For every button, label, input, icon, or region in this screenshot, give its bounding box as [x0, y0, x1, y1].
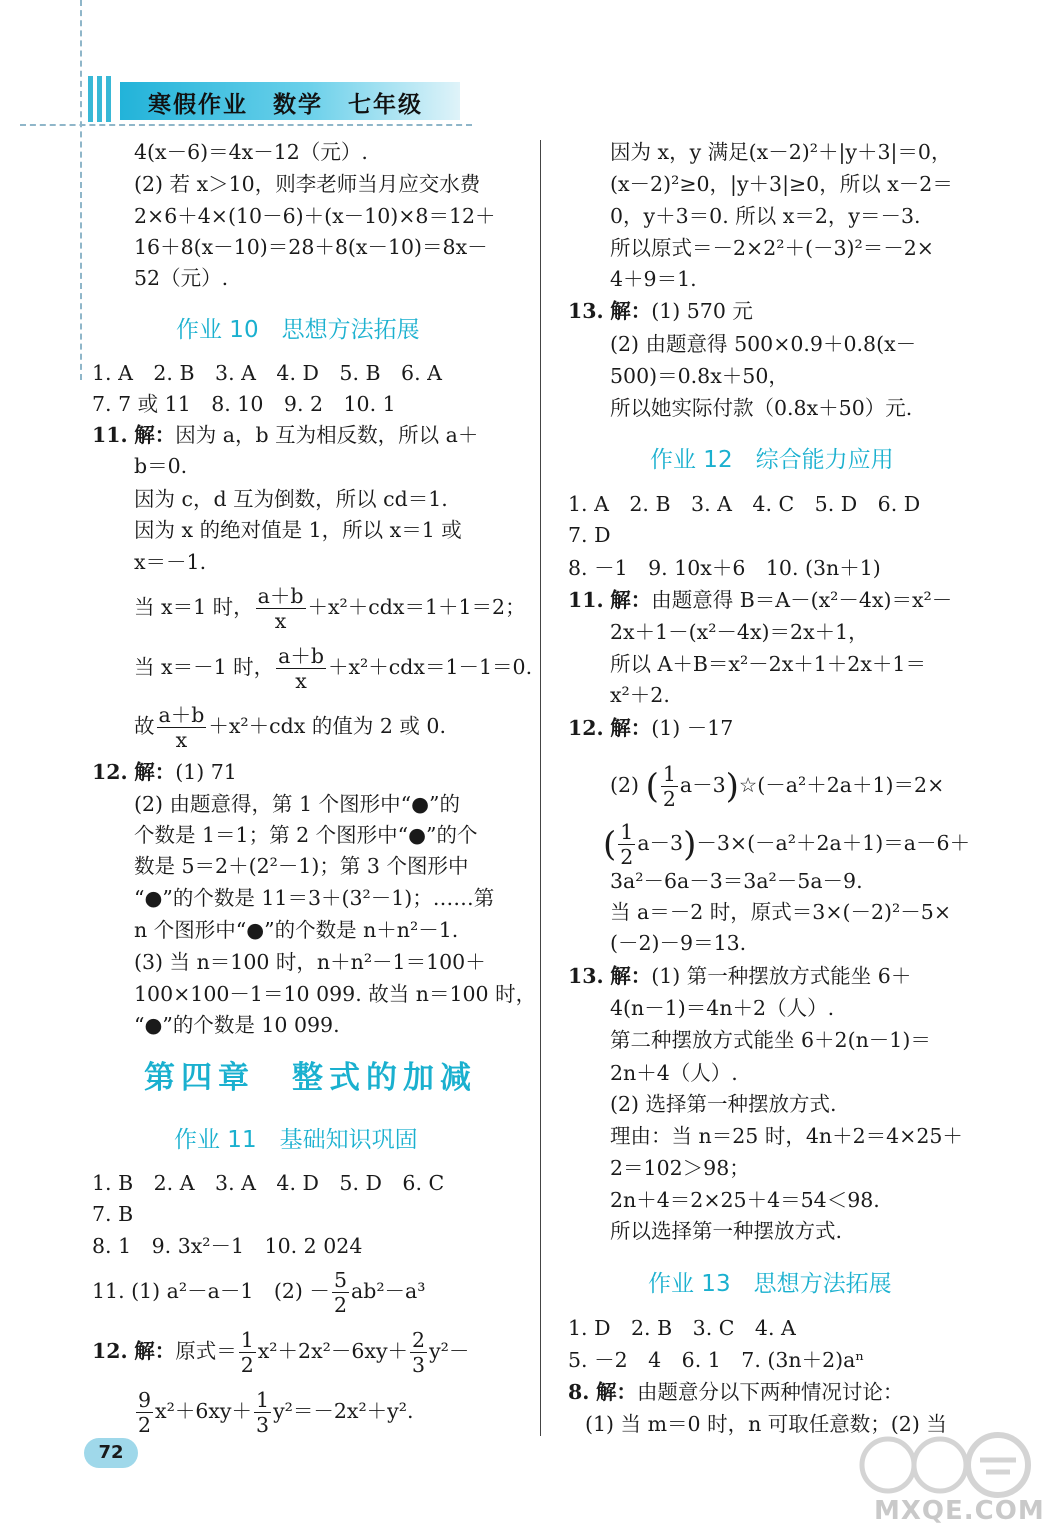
dashed-margin-horizontal — [20, 124, 472, 126]
text-line: 所以选择第一种摆放方式. — [610, 1219, 843, 1243]
solution-label: 解： — [134, 1339, 176, 1363]
text-line: 4＋9＝1. — [610, 267, 697, 291]
answer-line — [92, 1268, 426, 1317]
formula-line — [610, 762, 944, 811]
text-line: 2n＋4（人）. — [610, 1061, 738, 1085]
text-segment: ☆(－a²＋2a＋1)＝2× — [738, 773, 945, 797]
fraction-numerator: 2 — [412, 1328, 426, 1352]
fraction-denominator: 2 — [240, 1353, 254, 1377]
text-line: x＝－1. — [134, 550, 207, 574]
answer-line: 1. A 2. B 3. A 4. D 5. B 6. A — [92, 361, 442, 385]
text-segment: 由题意分以下两种情况讨论： — [636, 1380, 904, 1404]
text-segment: y²＝－2x²＋y². — [273, 1399, 414, 1423]
fraction-numerator: a＋b — [257, 584, 304, 608]
text-line: 0，y＋3＝0. 所以 x＝2，y＝－3. — [610, 204, 921, 228]
text-line: 所以 A＋B＝x²－2x＋1＋2x＋1＝ — [610, 652, 926, 676]
dashed-margin-vertical — [80, 0, 82, 380]
text-segment: (1) －17 — [651, 716, 734, 740]
section-heading: 作业 13 思想方法拓展 — [648, 1271, 892, 1297]
text-line: 2×6＋4×(10－6)＋(x－10)×8＝12＋ — [134, 204, 496, 228]
text-segment: y²－ — [429, 1339, 470, 1363]
text-line: 4(n－1)＝4n＋2（人）. — [610, 996, 835, 1020]
fraction-denominator: 2 — [138, 1413, 152, 1437]
text-segment: 因为 a，b 互为相反数，所以 a＋ — [175, 423, 479, 447]
question-line — [568, 587, 952, 613]
text-segment: ＋x²＋cdx＝1－1＝0. — [328, 655, 533, 679]
fraction — [276, 644, 326, 693]
page-header — [0, 0, 1049, 140]
text-segment: 原式＝ — [175, 1339, 237, 1363]
answer-line: 8. －1 9. 10x＋6 10. (3n＋1) — [568, 556, 881, 580]
formula-line — [134, 644, 532, 693]
text-line: 个数是 1＝1；第 2 个图形中“●”的个 — [134, 823, 478, 847]
question-line — [568, 298, 753, 324]
paren: ( — [603, 824, 617, 865]
text-segment: x²＋6xy＋ — [155, 1399, 253, 1423]
question-line — [568, 963, 911, 989]
text-line: 16＋8(x－10)＝28＋8(x－10)＝8x－ — [134, 235, 488, 259]
text-line: x²＋2. — [610, 683, 670, 707]
text-segment: (1) 71 — [175, 760, 237, 784]
text-segment: (2) — [610, 773, 640, 797]
text-line: 所以原式＝－2×2²＋(－3)²＝－2× — [610, 236, 934, 260]
solution-label: 解： — [610, 588, 652, 612]
fraction-denominator: 2 — [620, 845, 634, 869]
text-segment: a－3 — [679, 773, 726, 797]
fraction-denominator: 2 — [662, 787, 676, 811]
answer-line: 7. 7 或 11 8. 10 9. 2 10. 1 — [92, 392, 396, 416]
text-line: 3a²－6a－3＝3a²－5a－9. — [610, 869, 863, 893]
fraction-denominator: 3 — [412, 1353, 426, 1377]
fraction-numerator: 5 — [333, 1268, 347, 1292]
question-number: 11. — [92, 423, 128, 447]
text-segment: (1) 570 元 — [651, 299, 753, 323]
fraction-numerator: 1 — [240, 1328, 254, 1352]
fraction-denominator: 2 — [333, 1293, 347, 1317]
column-divider — [540, 140, 541, 1436]
text-segment: ab²－a³ — [350, 1279, 426, 1303]
text-line: b＝0. — [134, 454, 188, 478]
fraction — [239, 1328, 256, 1377]
text-line: 52（元）. — [134, 266, 229, 290]
fraction-denominator: x — [175, 728, 188, 752]
text-line: 2n＋4＝2×25＋4＝54＜98. — [610, 1188, 880, 1212]
fraction — [410, 1328, 427, 1377]
question-number: 13. — [568, 299, 604, 323]
answer-line: 5. －2 4 6. 1 7. (3n＋2)aⁿ — [568, 1348, 865, 1372]
answer-line: 7. B — [92, 1202, 134, 1226]
text-line: 4(x－6)＝4x－12（元）. — [134, 140, 368, 164]
question-line — [92, 422, 478, 448]
text-line: (1) 当 m＝0 时，n 可取任意数；(2) 当 — [585, 1412, 947, 1436]
fraction — [618, 820, 635, 869]
text-segment: 当 x＝1 时， — [134, 595, 254, 619]
formula-line — [603, 820, 970, 869]
text-line: “●”的个数是 10 099. — [134, 1013, 340, 1037]
text-segment: 当 x＝－1 时， — [134, 655, 275, 679]
text-segment: (1) 第一种摆放方式能坐 6＋ — [651, 964, 912, 988]
question-number: 12. — [92, 760, 128, 784]
text-line: (2) 由题意得 500×0.9＋0.8(x－ — [610, 332, 917, 356]
formula-line — [134, 1388, 414, 1437]
fraction — [254, 1388, 271, 1437]
answer-line: 1. A 2. B 3. A 4. C 5. D 6. D — [568, 492, 921, 516]
text-line: 理由：当 n＝25 时，4n＋2＝4×25＋ — [610, 1124, 963, 1148]
text-segment: a－3 — [637, 831, 684, 855]
question-line — [92, 1328, 469, 1377]
text-line: 2＝102＞98； — [610, 1156, 750, 1180]
text-segment: －3×(－a²＋2a＋1)＝a－6＋ — [696, 831, 971, 855]
question-number: 12. — [92, 1339, 128, 1363]
fraction — [661, 762, 678, 811]
fraction — [332, 1268, 349, 1317]
text-line: “●”的个数是 11＝3＋(3²－1)；……第 — [134, 886, 495, 910]
fraction-numerator: 9 — [138, 1388, 152, 1412]
text-line: 500)＝0.8x＋50， — [610, 364, 789, 388]
page-number: 72 — [84, 1438, 138, 1468]
question-number: 11. — [568, 588, 604, 612]
solution-label: 解： — [134, 423, 176, 447]
formula-line — [134, 584, 526, 633]
text-line: (2) 若 x＞10，则李老师当月应交水费 — [134, 172, 481, 196]
text-line: 数是 5＝2＋(2²－1)；第 3 个图形中 — [134, 854, 469, 878]
question-number: 8. — [568, 1380, 590, 1404]
header-title: 寒假作业 数学 七年级 — [148, 91, 423, 118]
text-segment: 故 — [134, 714, 155, 738]
text-line: 所以她实际付款（0.8x＋50）元. — [610, 396, 913, 420]
solution-label: 解： — [595, 1380, 637, 1404]
text-line: (x－2)²≥0，|y＋3|≥0，所以 x－2＝ — [610, 172, 953, 196]
text-line: 100×100－1＝10 099. 故当 n＝100 时， — [134, 982, 537, 1006]
fraction-denominator: 3 — [256, 1413, 270, 1437]
text-line: (－2)－9＝13. — [610, 931, 747, 955]
question-line — [568, 1379, 903, 1405]
text-line: 当 a＝－2 时，原式＝3×(－2)²－5× — [610, 900, 951, 924]
chapter-title: 第四章 整式的加减 — [144, 1060, 477, 1096]
fraction-denominator: x — [274, 609, 287, 633]
question-line — [568, 715, 733, 741]
paren: ) — [683, 824, 697, 865]
answer-line: 1. D 2. B 3. C 4. A — [568, 1316, 796, 1340]
section-heading: 作业 12 综合能力应用 — [650, 447, 894, 473]
section-heading: 作业 11 基础知识巩固 — [174, 1127, 418, 1153]
paren: ) — [725, 766, 739, 807]
solution-label: 解： — [134, 760, 176, 784]
question-line — [92, 759, 237, 785]
header-stripes — [88, 76, 118, 122]
paren: ( — [645, 766, 659, 807]
text-segment: ＋x²＋cdx 的值为 2 或 0. — [208, 714, 446, 738]
text-line: 因为 x，y 满足(x－2)²＋|y＋3|＝0， — [610, 140, 952, 164]
text-line: 因为 x 的绝对值是 1，所以 x＝1 或 — [134, 518, 462, 542]
fraction-numerator: a＋b — [278, 644, 324, 668]
text-segment: x²＋2x²－6xy＋ — [257, 1339, 409, 1363]
text-segment: 由题意得 B＝A－(x²－4x)＝x²－ — [651, 588, 953, 612]
text-segment: ＋x²＋cdx＝1＋1＝2； — [307, 595, 526, 619]
text-line: n 个图形中“●”的个数是 n＋n²－1. — [134, 918, 459, 942]
text-line: 第二种摆放方式能坐 6＋2(n－1)＝ — [610, 1028, 931, 1052]
text-segment: 11. (1) a²－a－1 (2) － — [92, 1279, 330, 1303]
question-number: 13. — [568, 964, 604, 988]
text-line: (2) 由题意得，第 1 个图形中“●”的 — [134, 792, 460, 816]
fraction — [136, 1388, 153, 1437]
solution-label: 解： — [610, 716, 652, 740]
formula-line — [134, 703, 446, 752]
answer-line: 1. B 2. A 3. A 4. D 5. D 6. C — [92, 1171, 445, 1195]
answer-line: 8. 1 9. 3x²－1 10. 2 024 — [92, 1234, 363, 1258]
solution-label: 解： — [610, 964, 652, 988]
fraction-numerator: 1 — [620, 820, 634, 844]
text-line: 因为 c，d 互为倒数，所以 cd＝1. — [134, 487, 448, 511]
text-line: (2) 选择第一种摆放方式. — [610, 1092, 837, 1116]
watermark-text: MXQE.COM — [874, 1496, 1045, 1526]
section-heading: 作业 10 思想方法拓展 — [176, 317, 420, 343]
fraction — [157, 703, 207, 752]
fraction-numerator: 1 — [256, 1388, 270, 1412]
text-line: 2x＋1－(x²－4x)＝2x＋1， — [610, 620, 869, 644]
answer-line: 7. D — [568, 523, 611, 547]
fraction-denominator: x — [295, 669, 307, 693]
solution-label: 解： — [610, 299, 652, 323]
fraction-numerator: 1 — [662, 762, 676, 786]
fraction-numerator: a＋b — [158, 703, 205, 727]
text-line: (3) 当 n＝100 时，n＋n²－1＝100＋ — [134, 950, 486, 974]
fraction — [256, 584, 306, 633]
question-number: 12. — [568, 716, 604, 740]
